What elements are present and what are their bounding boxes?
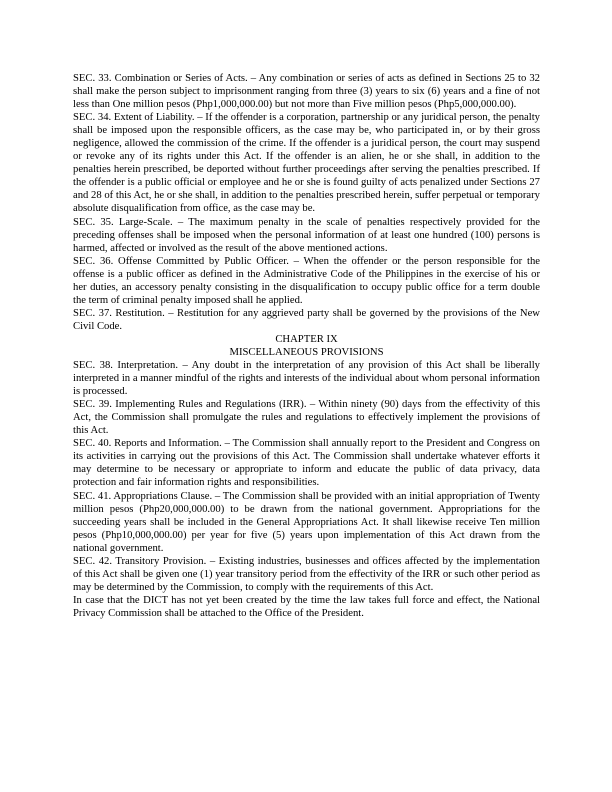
section-40-paragraph: SEC. 40. Reports and Information. – The Commission shall annually report to the President and Congress on its activities in carrying out the provisions of this Act. The Commission shall undertake whatever efforts it may determine to be necessary or appropriate to inform and educate the public of data privacy, data protection and fair information rights and responsibilities. xyxy=(73,438,540,489)
section-41-paragraph: SEC. 41. Appropriations Clause. – The Commission shall be provided with an initial appropriation of Twenty million pesos (Php20,000,000.00) to be drawn from the national government. Appropriations for the succeeding years shall be included in the General Appropriations Act. It shall likewise receive Ten million pesos (Php10,000,000.00) per year for five (5) years upon implementation of this Act drawn from the national government. xyxy=(73,490,540,554)
section-33-paragraph: SEC. 33. Combination or Series of Acts. – Any combination or series of acts as defined in Sections 25 to 32 shall make the person subject to imprisonment ranging from three (3) years to six (6) years and a fine of not less than One million pesos (Php1,000,000.00) but not more than Five million pesos (Php5,000,000.00). xyxy=(73,73,540,111)
document-page xyxy=(73,72,540,620)
closing-paragraph: In case that the DICT has not yet been created by the time the law takes full force and effect, the National Privacy Commission shall be attached to the Office of the President. xyxy=(73,594,540,619)
section-34-paragraph: SEC. 34. Extent of Liability. – If the offender is a corporation, partnership or any juridical person, the penalty shall be imposed upon the responsible officers, as the case may be, who participated in, or by their gross negligence, allowed the commission of the crime. If the offender is a juridical person, the court may suspend or revoke any of its rights under this Act. If the offender is an alien, he or she shall, in addition to the penalties herein prescribed, be deported without further proceedings after serving the penalties prescribed. If the offender is a public official or employee and he or she is found guilty of acts penalized under Sections 27 and 28 of this Act, he or she shall, in addition to the penalties prescribed herein, suffer perpetual or temporary absolute disqualification from office, as the case may be. xyxy=(73,112,540,215)
section-35-paragraph: SEC. 35. Large-Scale. – The maximum penalty in the scale of penalties respectively provided for the preceding offenses shall be imposed when the personal information of at least one hundred (100) persons is harmed, affected or involved as the result of the above mentioned actions. xyxy=(73,216,540,254)
chapter-subtitle: MISCELLANEOUS PROVISIONS xyxy=(229,346,384,358)
chapter-title: CHAPTER IX xyxy=(275,333,338,345)
section-37-paragraph: SEC. 37. Restitution. – Restitution for any aggrieved party shall be governed by the provisions of the New Civil Code. xyxy=(73,307,540,332)
section-38-paragraph: SEC. 38. Interpretation. – Any doubt in the interpretation of any provision of this Act shall be liberally interpreted in a manner mindful of the rights and interests of the individual about whom personal information is processed. xyxy=(73,360,540,398)
section-36-paragraph: SEC. 36. Offense Committed by Public Officer. – When the offender or the person responsible for the offense is a public officer as defined in the Administrative Code of the Philippines in the exercise of his or her duties, an accessory penalty consisting in the disqualification to occupy public office for a term double the term of criminal penalty imposed shall he applied. xyxy=(73,255,540,306)
section-42-paragraph: SEC. 42. Transitory Provision. – Existing industries, businesses and offices affected by the implementation of this Act shall be given one (1) year transitory period from the effectivity of the IRR or such other period as may be determined by the Commission, to comply with the requirements of this Act. xyxy=(73,555,540,593)
section-39-paragraph: SEC. 39. Implementing Rules and Regulations (IRR). – Within ninety (90) days from the effectivity of this Act, the Commission shall promulgate the rules and regulations to effectively implement the provisions of this Act. xyxy=(73,399,540,437)
